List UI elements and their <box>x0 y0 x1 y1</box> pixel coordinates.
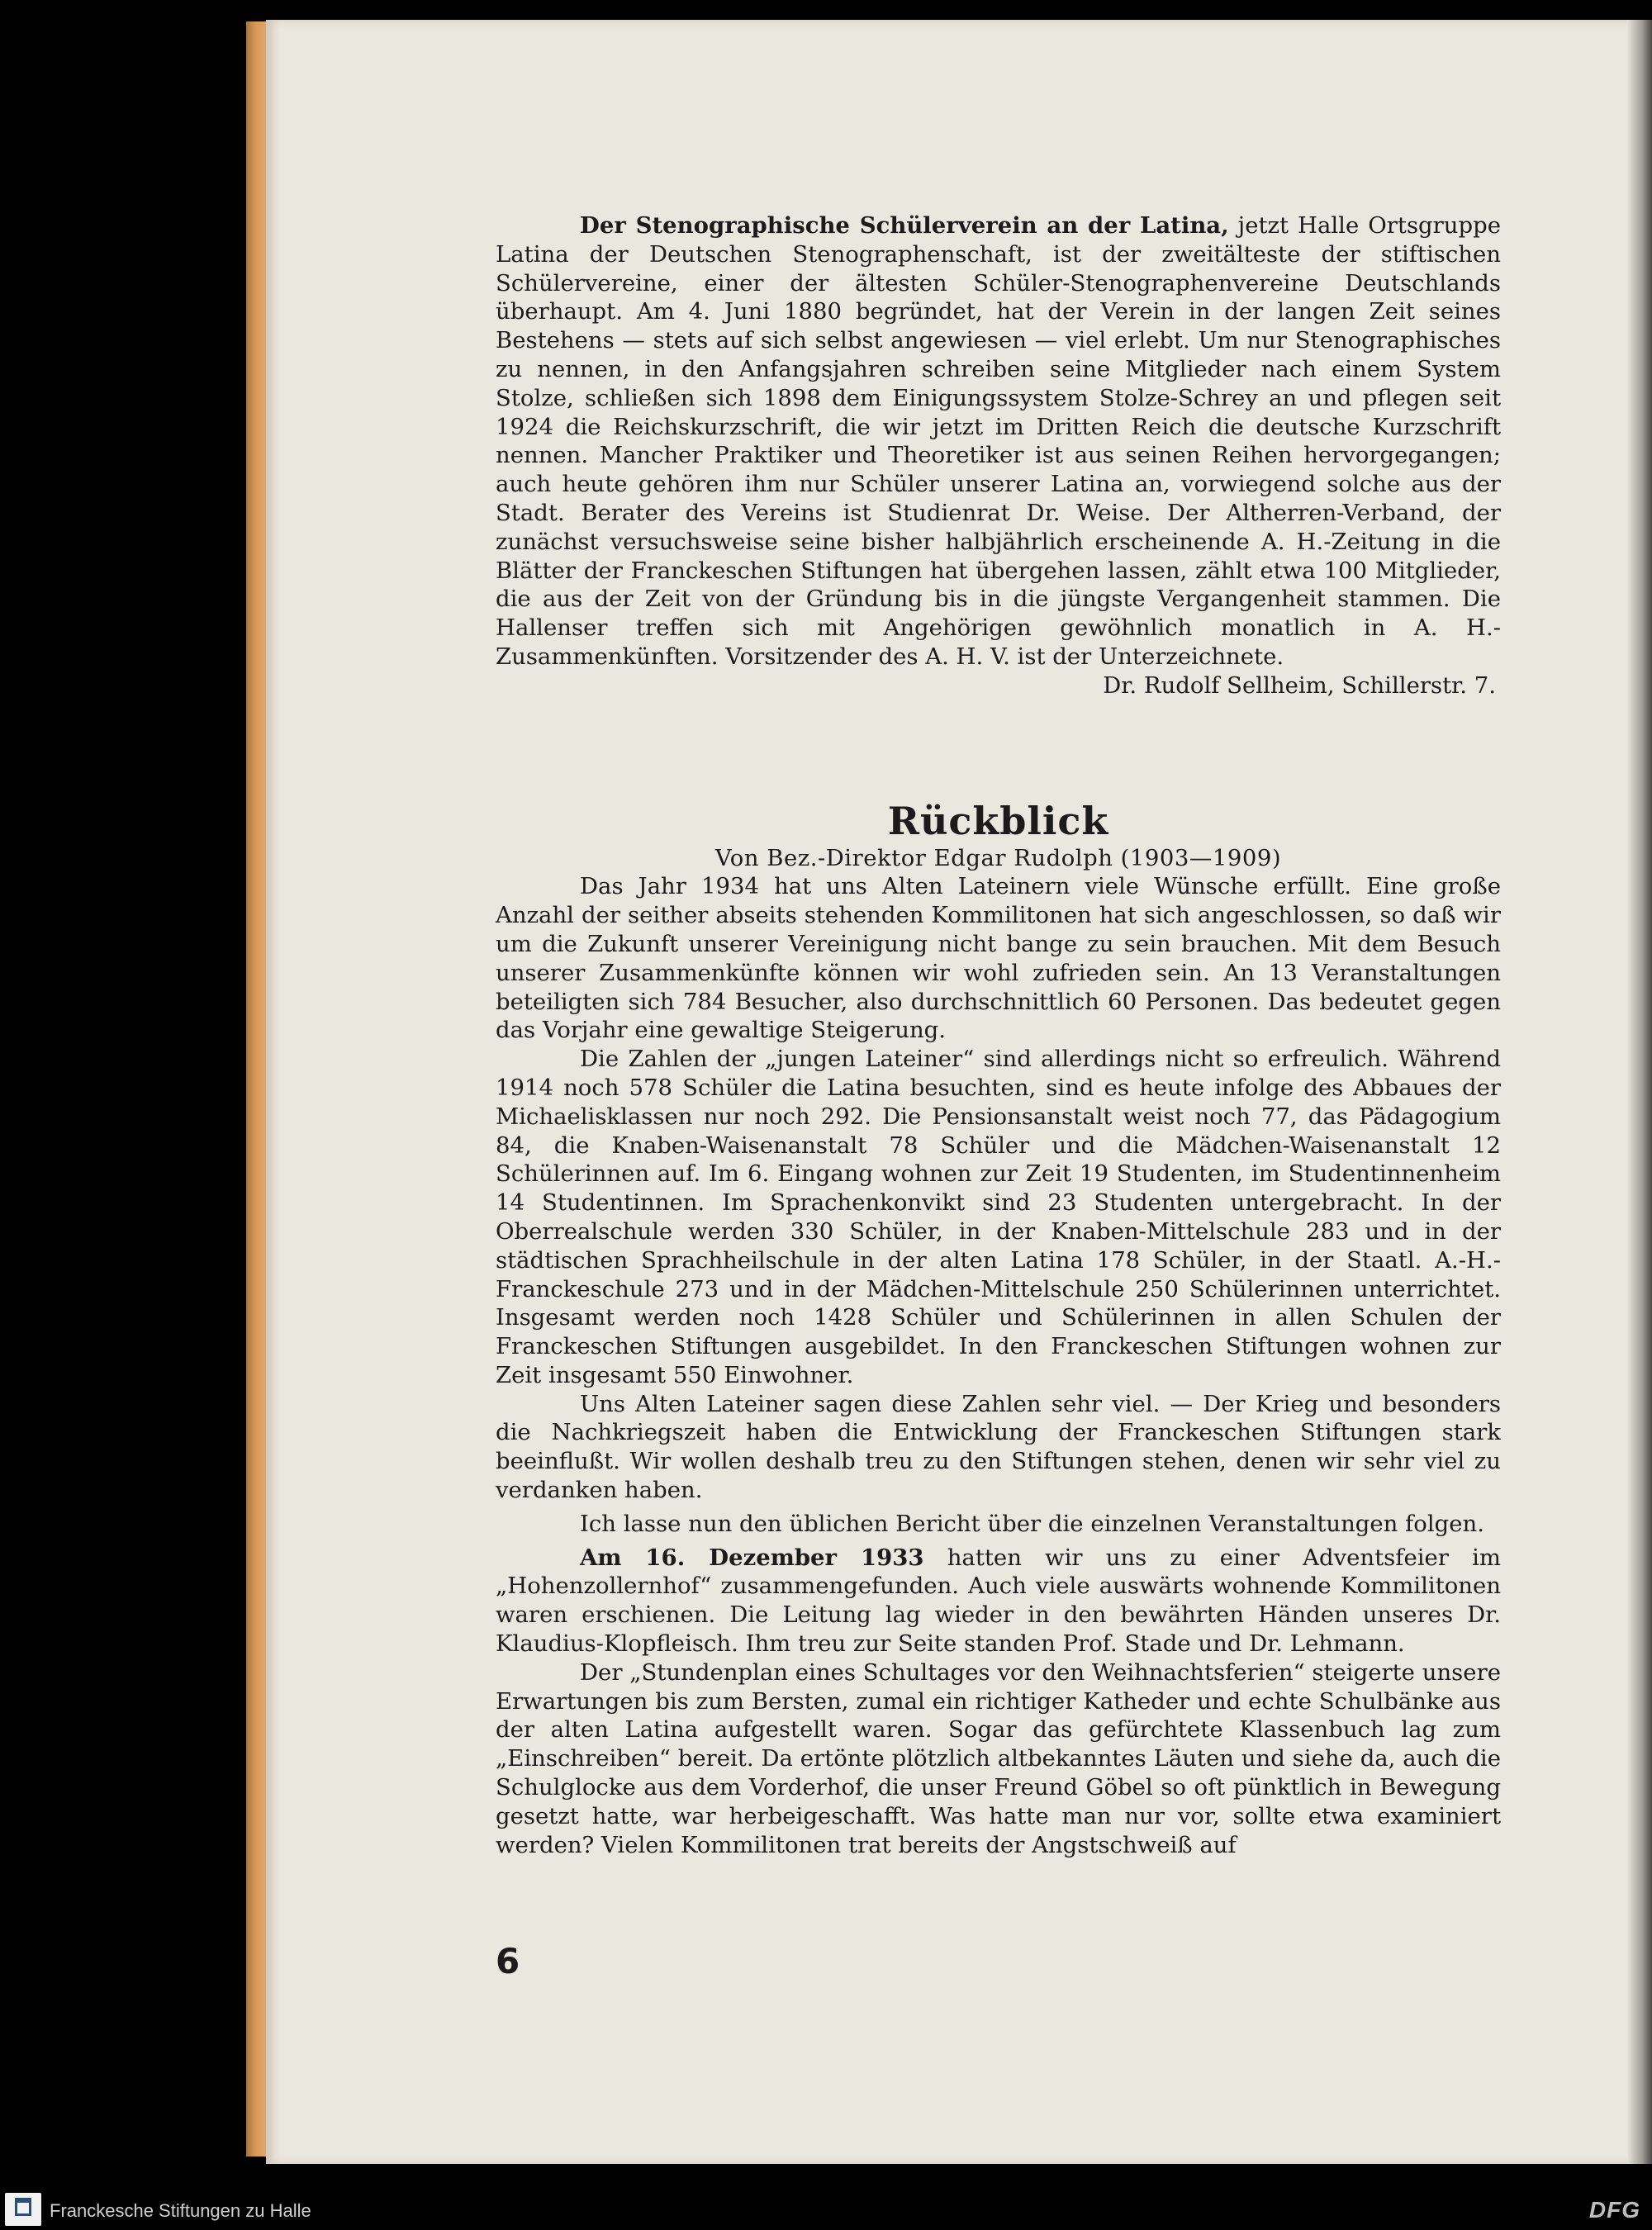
book-gutter <box>1627 20 1652 2164</box>
dfg-logo: DFG <box>1588 2197 1640 2223</box>
institution-label: Franckesche Stiftungen zu Halle <box>50 2200 311 2221</box>
article-stenographie <box>496 211 1501 671</box>
section-heading: Rückblick <box>887 798 1109 843</box>
page-number: 6 <box>496 1941 520 1981</box>
paragraph: Das Jahr 1934 hat uns Alten Lateinern viele Wünsche erfüllt. Eine große Anzahl der seither abseits stehenden Kommilitonen hat sich angeschlossen, so daß wir um die Zukunft unserer Vereinigung nicht bange zu sein brauchen. Mit dem Besuch unserer Zusammenkünfte können wir wohl zufrieden sein. An 13 Veranstaltungen beteiligten sich 784 Besucher, also durchschnittlich 60 Personen. Das bedeutet gegen das Vorjahr eine gewaltige Steigerung. <box>496 873 1501 1044</box>
page-content <box>496 211 1501 1859</box>
institution-logo-icon <box>5 2193 41 2226</box>
section-byline: Von Bez.-Direktor Edgar Rudolph (1903—1909) <box>714 844 1282 871</box>
article-lead: Der Stenographische Schülerverein an der Latina, <box>580 212 1229 239</box>
article-body: jetzt Halle Ortsgruppe Latina der Deutschen Stenographenschaft, ist der zweitälteste der stiftischen Schülervereine, einer der ältesten Schüler-Stenographenvereine Deutschlands überhaupt. Am 4. Juni 1880 begründet, hat der Verein in der langen Zeit seines Bestehens — stets auf sich selbst angewiesen — viel erlebt. Um nur Stenographisches zu nennen, in den Anfangsjahren schreiben seine Mitglieder nach einem System Stolze, schließen sich 1898 dem Einigungssystem Stolze-Schrey an und pflegen seit 1924 die Reichskurzschrift, die wir jetzt im Dritten Reich die deutsche Kurzschrift nennen. Mancher Praktiker und Theoretiker ist aus seinen Reihen hervorgegangen; auch heute gehören ihm nur Schüler unserer Latina an, vorwiegend solche aus der Stadt. Berater des Vereins ist Studienrat Dr. Weise. Der Altherren-Verband, der zunächst versuchsweise seine bisher halbjährlich erscheinende A. H.-Zeitung in die Blätter der Franckeschen Stiftungen hat übergehen lassen, zählt etwa 100 Mitglieder, die aus der Zeit von der Gründung bis in die jüngste Vergangenheit stammen. Die Hallenser treffen sich mit Angehörigen gewöhnlich monatlich in A. H.-Zusammenkünften. Vorsitzender des A. H. V. ist der Unterzeichnete. <box>496 212 1502 670</box>
paragraph-event <box>496 1544 1501 1658</box>
document-page <box>266 20 1652 2164</box>
article-signature: Dr. Rudolf Sellheim, Schillerstr. 7. <box>1103 671 1496 699</box>
paragraph: Uns Alten Lateiner sagen diese Zahlen sehr viel. — Der Krieg und besonders die Nachkriegszeit haben die Entwicklung der Franckeschen Stiftungen stark beeinflußt. Wir wollen deshalb treu zu den Stiftungen stehen, denen wir sehr viel zu verdanken haben. <box>496 1390 1501 1504</box>
paragraph: Ich lasse nun den üblichen Bericht über die einzelnen Veranstaltungen folgen. <box>580 1510 1484 1537</box>
event-lead: Am 16. Dezember 1933 <box>580 1544 924 1571</box>
paragraph: Der „Stundenplan eines Schultages vor den Weihnachtsferien“ steigerte unsere Erwartungen bis zum Bersten, zumal ein richtiger Katheder und echte Schulbänke aus der alten Latina aufgestellt waren. Sogar das gefürchtete Klassenbuch lag zum „Einschreiben“ bereit. Da ertönte plötzlich altbekanntes Läuten und siehe da, auch die Schulglocke aus dem Vorderhof, die unser Freund Göbel so oft pünktlich in Bewegung gesetzt hatte, war herbeigeschafft. Was hatte man nur vor, sollte etwa examiniert werden? Vielen Kommilitonen trat bereits der Angstschweiß auf <box>496 1658 1501 1858</box>
event-body: hatten wir uns zu einer Adventsfeier im „Hohenzollernhof“ zusammengefunden. Auch viele auswärts wohnende Kommilitonen waren erschienen. Die Leitung lag wieder in den bewährten Händen unseres Dr. Klaudius-Klopfleisch. Ihm treu zur Seite standen Prof. Stade und Dr. Lehmann. <box>496 1544 1501 1658</box>
paragraph: Die Zahlen der „jungen Lateiner“ sind allerdings nicht so erfreulich. Während 1914 noch 578 Schüler die Latina besuchten, sind es heute infolge des Abbaues der Michaelisklassen nur noch 292. Die Pensionsanstalt weist noch 77, das Pädagogium 84, die Knaben-Waisenanstalt 78 Schüler und die Mädchen-Waisenanstalt 12 Schülerinnen auf. Im 6. Eingang wohnen zur Zeit 19 Studenten, im Studentinnenheim 14 Studentinnen. Im Sprachenkonvikt sind 23 Studenten untergebracht. In der Oberrealschule werden 330 Schüler, in der Knaben-Mittelschule 283 und in der städtischen Sprachheilschule in der alten Latina 178 Schüler, in der Staatl. A.-H.-Franckeschule 273 und in der Mädchen-Mittelschule 250 Schülerinnen unterrichtet. Insgesamt werden noch 1428 Schüler und Schülerinnen in allen Schulen der Franckeschen Stiftungen ausgebildet. In den Franckeschen Stiftungen wohnen zur Zeit insgesamt 550 Einwohner. <box>496 1046 1501 1388</box>
